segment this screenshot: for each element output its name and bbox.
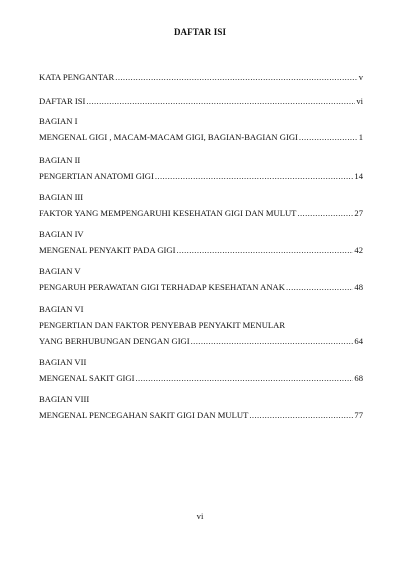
toc-entry-text: DAFTAR ISI (39, 96, 86, 106)
dot-leader (191, 336, 354, 346)
toc-entry-kata-pengantar (39, 72, 363, 84)
section-heading: BAGIAN I (39, 116, 78, 126)
toc-entry-text: FAKTOR YANG MEMPENGARUHI KESEHATAN GIGI DAN MULUT (39, 208, 297, 218)
toc-entry-page: 27 (354, 208, 363, 218)
toc-entry-text: MENGENAL PENYAKIT PADA GIGI (39, 245, 176, 255)
section-heading: BAGIAN IV (39, 229, 84, 239)
toc-entry-bagian-2 (39, 171, 363, 183)
toc-entry-text-line-1: PENGERTIAN DAN FAKTOR PENYEBAB PENYAKIT MENULAR (39, 320, 286, 330)
toc-entry-bagian-4 (39, 245, 363, 257)
toc-entry-text: KATA PENGANTAR (39, 72, 115, 82)
toc-entry-page: 64 (354, 336, 363, 346)
toc-entry-bagian-6 (39, 336, 363, 348)
section-heading: BAGIAN II (39, 155, 81, 165)
dot-leader (299, 132, 358, 142)
section-heading: BAGIAN VI (39, 304, 84, 314)
dot-leader (86, 96, 355, 106)
toc-entry-page: 14 (354, 171, 363, 181)
section-heading: BAGIAN VIII (39, 394, 90, 404)
toc-entry-text: PENGARUH PERAWATAN GIGI TERHADAP KESEHATAN ANAK (39, 282, 285, 292)
toc-entry-text: MENGENAL SAKIT GIGI (39, 373, 135, 383)
dot-leader (297, 208, 353, 218)
toc-entry-bagian-8 (39, 410, 363, 422)
section-heading: BAGIAN V (39, 266, 81, 276)
toc-entry-page: 68 (354, 373, 363, 383)
toc-entry-text: MENGENAL GIGI , MACAM-MACAM GIGI, BAGIAN-BAGIAN GIGI (39, 132, 298, 142)
toc-entry-text: MENGENAL PENCEGAHAN SAKIT GIGI DAN MULUT (39, 410, 249, 420)
dot-leader (135, 373, 353, 383)
page-number: vi (196, 511, 204, 521)
toc-entry-bagian-5 (39, 282, 363, 294)
toc-entry-bagian-3 (39, 208, 363, 220)
toc-entry-page: 48 (354, 282, 363, 292)
dot-leader (249, 410, 353, 420)
toc-entry-page: v (358, 72, 363, 82)
dot-leader (155, 171, 354, 181)
page-title: DAFTAR ISI (173, 27, 227, 37)
dot-leader (286, 282, 353, 292)
toc-entry-page: 77 (354, 410, 363, 420)
toc-entry-bagian-7 (39, 373, 363, 385)
toc-entry-page: vi (356, 96, 363, 106)
toc-entry-text: PENGERTIAN ANATOMI GIGI (39, 171, 154, 181)
section-heading: BAGIAN VII (39, 357, 87, 367)
toc-entry-bagian-1 (39, 132, 363, 144)
toc-entry-page: 1 (358, 132, 363, 142)
toc-entry-daftar-isi (39, 96, 363, 108)
toc-entry-text: YANG BERHUBUNGAN DENGAN GIGI (39, 336, 190, 346)
toc-entry-page: 42 (354, 245, 363, 255)
section-heading: BAGIAN III (39, 192, 84, 202)
dot-leader (115, 72, 357, 82)
dot-leader (176, 245, 353, 255)
